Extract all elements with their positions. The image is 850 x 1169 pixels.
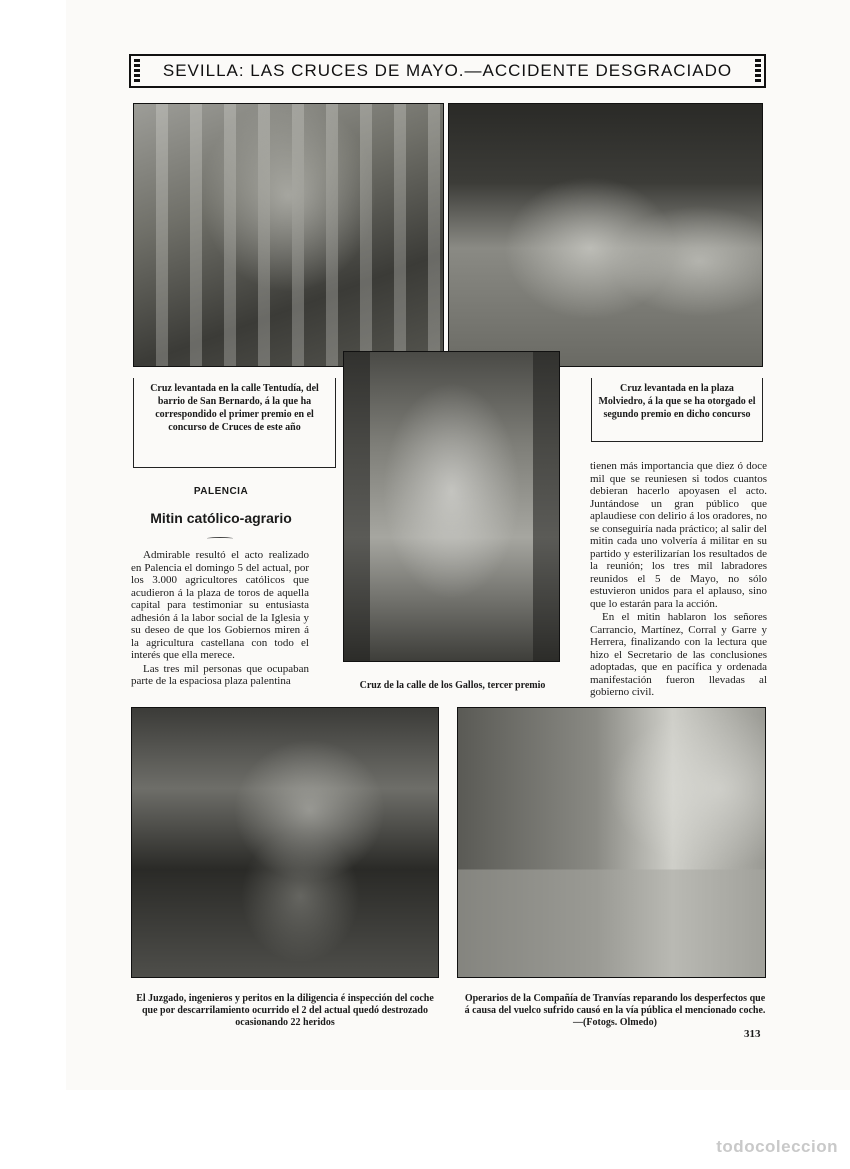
watermark: todocoleccion (716, 1137, 838, 1156)
page-number: 313 (744, 1028, 761, 1040)
caption-tram-repair: Operarios de la Compañía de Tranvías reparando los desperfectos que á causa del vuelco sufrido causó en la vía pública el mencionado coche.—(Fotogs. Olmedo) (464, 993, 766, 1028)
article-paragraph: tienen más importancia que diez ó doce mil que se reuniesen si todos cuantos debieran hacerlo apoyasen el acto. Juntándose un gran público que aplaudiese con delirio á los oradores, no se conseguiría nada práctico; al salir del mitin cada uno volvería á militar en su partido y esterilizarían los resultados de la reunión; los tres mil labradores reunidos el 5 de Mayo, no sólo estuvieron unidos para el aplauso, sino que lo estarán para la acción. (590, 460, 767, 610)
article-paragraph: En el mitin hablaron los señores Carrancio, Martínez, Corral y Garre y Herrera, finalizando con la lectura que hizo el Secretario de las conclusiones adoptadas, que en pacífica y ordenada manifestación fueron llevadas al gobierno civil. (590, 611, 767, 698)
caption-cross-tentudia (133, 378, 336, 468)
photo-cross-molviedro (448, 103, 763, 367)
photo-cross-gallos (343, 351, 560, 662)
article-headline: Mitin católico-agrario (150, 510, 292, 526)
article-column-2 (590, 460, 767, 700)
article-paragraph: Las tres mil personas que ocupaban parte de la espaciosa plaza palentina (131, 662, 309, 687)
article-column-1 (131, 549, 309, 689)
page-title: SEVILLA: LAS CRUCES DE MAYO.—ACCIDENTE DESGRACIADO (162, 61, 733, 80)
headline-divider (207, 537, 233, 540)
caption-cross-tentudia-text: Cruz levantada en la calle Tentudía, del barrio de San Bernardo, á la que ha correspondido el primer premio en el concurso de Cruces de este año (150, 383, 319, 433)
article-paragraph: Admirable resultó el acto realizado en Palencia el domingo 5 del actual, por los 3.000 agricultores católicos que acudieron á la plaza de toros de aquella capital para testimoniar su entusiasta adhesión á la labor social de la Iglesia y su deseo de que los Gobiernos miren á la agricultura castellana con todo el interés que ella merece. (131, 549, 309, 661)
caption-cross-molviedro-text: Cruz levantada en la plaza Molviedro, á la que se ha otorgado el segundo premio en dicho concurso (598, 383, 756, 420)
article-section: PALENCIA (193, 486, 249, 497)
photo-tram-repair (457, 707, 766, 978)
caption-cross-molviedro (591, 378, 763, 442)
page-title-frame (129, 54, 766, 88)
photo-tram-inspection (131, 707, 439, 978)
caption-cross-gallos: Cruz de la calle de los Gallos, tercer premio (359, 680, 546, 691)
photo-cross-tentudia (133, 103, 444, 367)
caption-tram-inspection: El Juzgado, ingenieros y peritos en la diligencia é inspección del coche que por descarrilamiento ocurrido el 2 del actual quedó destrozado ocasionando 22 heridos (136, 993, 434, 1028)
